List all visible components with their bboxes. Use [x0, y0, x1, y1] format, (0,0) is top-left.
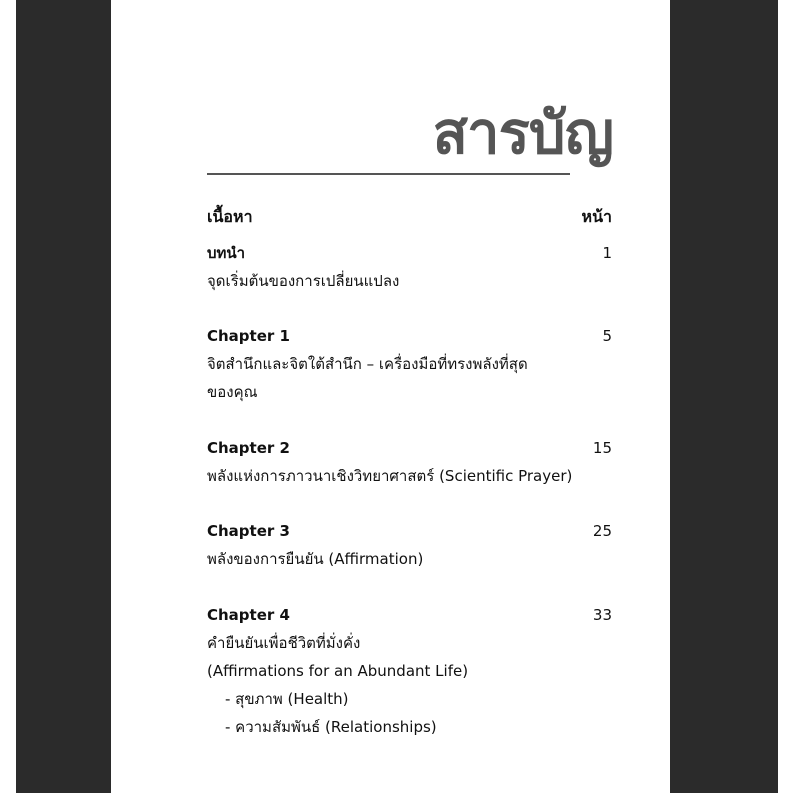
- toc-entry-intro: [207, 239, 612, 295]
- subitem-health: - สุขภาพ (Health): [225, 690, 349, 708]
- page-title: สารบัญ: [432, 99, 613, 167]
- chapter-label: Chapter 4: [207, 606, 290, 624]
- toc-entry-chapter-3: [207, 517, 612, 573]
- toc-entry-chapter-4: [207, 601, 612, 741]
- page-number: 25: [592, 522, 612, 540]
- toc-entry-chapter-2: [207, 434, 612, 490]
- chapter-label: บทนำ: [207, 244, 246, 262]
- subitem-relationships: - ความสัมพันธ์ (Relationships): [225, 718, 437, 736]
- page-number: 5: [602, 327, 612, 345]
- chapter-description: จุดเริ่มต้นของการเปลี่ยนแปลง: [207, 272, 400, 290]
- content-column-label: เนื้อหา: [207, 207, 253, 226]
- chapter-label: Chapter 3: [207, 522, 290, 540]
- chapter-description: คำยืนยันเพื่อชีวิตที่มั่งคั่ง: [207, 634, 361, 652]
- chapter-description: พลังแห่งการภาวนาเชิงวิทยาศาสตร์ (Scientific Prayer): [207, 467, 573, 485]
- page-number: 33: [592, 606, 612, 624]
- page-column-label: หน้า: [581, 207, 612, 226]
- chapter-description: (Affirmations for an Abundant Life): [207, 662, 469, 680]
- chapter-description: จิตสำนึกและจิตใต้สำนึก – เครื่องมือที่ทรงพลังที่สุด: [207, 355, 528, 373]
- chapter-label: Chapter 1: [207, 327, 290, 345]
- title-underline: [207, 173, 570, 175]
- page-number: 15: [592, 439, 612, 457]
- toc-entry-chapter-1: [207, 322, 612, 406]
- document-page: [111, 0, 670, 793]
- page-number: 1: [602, 244, 612, 262]
- chapter-description: ของคุณ: [207, 383, 258, 401]
- chapter-label: Chapter 2: [207, 439, 290, 457]
- chapter-description: พลังของการยืนยัน (Affirmation): [207, 550, 424, 568]
